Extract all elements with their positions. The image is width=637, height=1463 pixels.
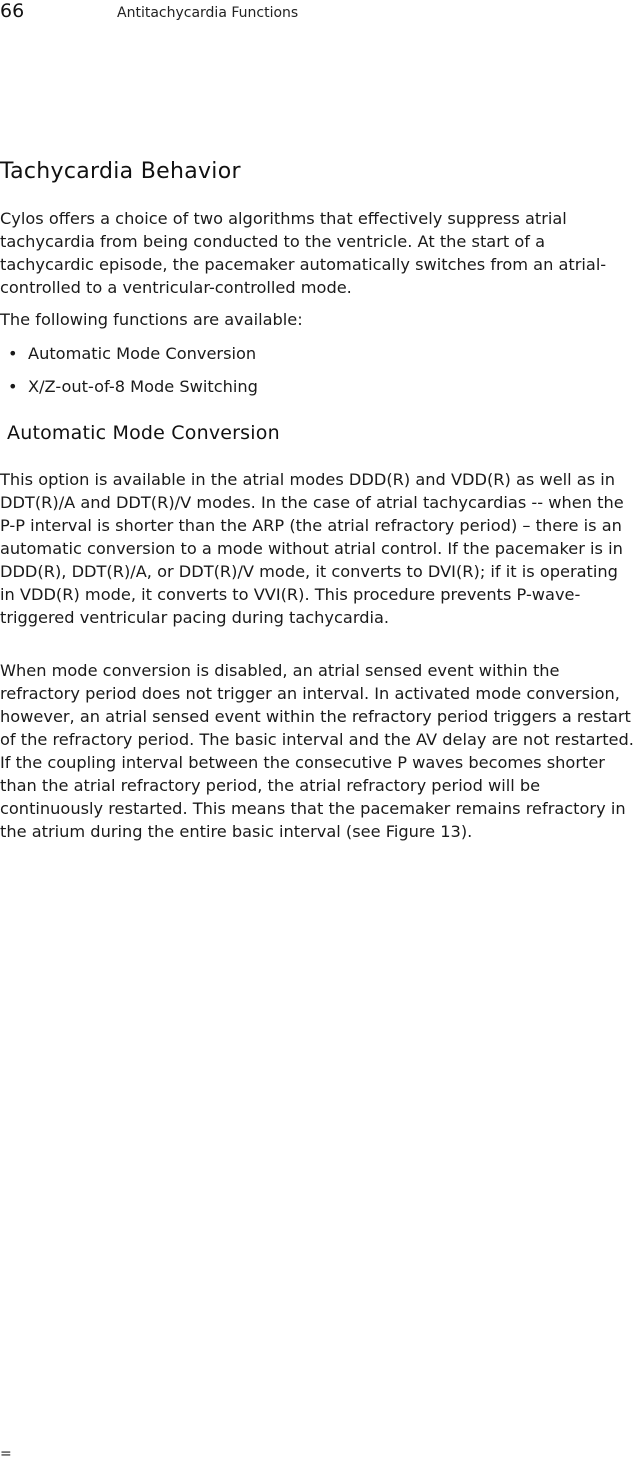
running-header: Antitachycardia Functions [117, 5, 299, 21]
list-item-label: X/Z-out-of-8 Mode Switching [28, 377, 258, 396]
section-title: Tachycardia Behavior [0, 159, 241, 184]
bullet-icon: • [8, 377, 18, 396]
list-item-label: Automatic Mode Conversion [28, 344, 257, 363]
list-item [0, 342, 258, 365]
bullet-icon: • [8, 344, 18, 363]
mode-conversion-paragraph: This option is available in the atrial modes DDD(R) and VDD(R) as well as in DDT(R)/A and DDT(R)/V modes. In the case of atrial tachycardias -- when the P-P interval is shorter than the ARP (the atrial refractory period) – there is an automatic conversion to a mode without atrial control. If the pacemaker is in DDD(R), DDT(R)/A, or DDT(R)/V mode, it converts to DVI(R); if it is operating in VDD(R) mode, it converts to VVI(R). This procedure prevents P-wave-triggered ventricular pacing during tachycardia. [0, 470, 624, 627]
functions-list [0, 342, 258, 408]
subsection-title: Automatic Mode Conversion [7, 422, 280, 444]
list-item [0, 375, 258, 398]
footer-mark: = [0, 1446, 12, 1462]
page-number: 66 [0, 0, 25, 22]
refractory-paragraph: When mode conversion is disabled, an atrial sensed event within the refractory period does not trigger an interval. In activated mode conversion, however, an atrial sensed event within the refractory period triggers a restart of the refractory period. The basic interval and the AV delay are not restarted. If the coupling interval between the consecutive P waves becomes shorter than the atrial refractory period, the atrial refractory period will be continuously restarted. This means that the pacemaker remains refractory in the atrium during the entire basic interval (see Figure 13). [0, 661, 634, 841]
intro-paragraph: Cylos offers a choice of two algorithms that effectively suppress atrial tachycardia from being conducted to the ventricle. At the start of a tachycardic episode, the pacemaker automatically switches from an atrial-controlled to a ventricular-controlled mode. [0, 209, 607, 297]
functions-lead: The following functions are available: [0, 310, 303, 329]
